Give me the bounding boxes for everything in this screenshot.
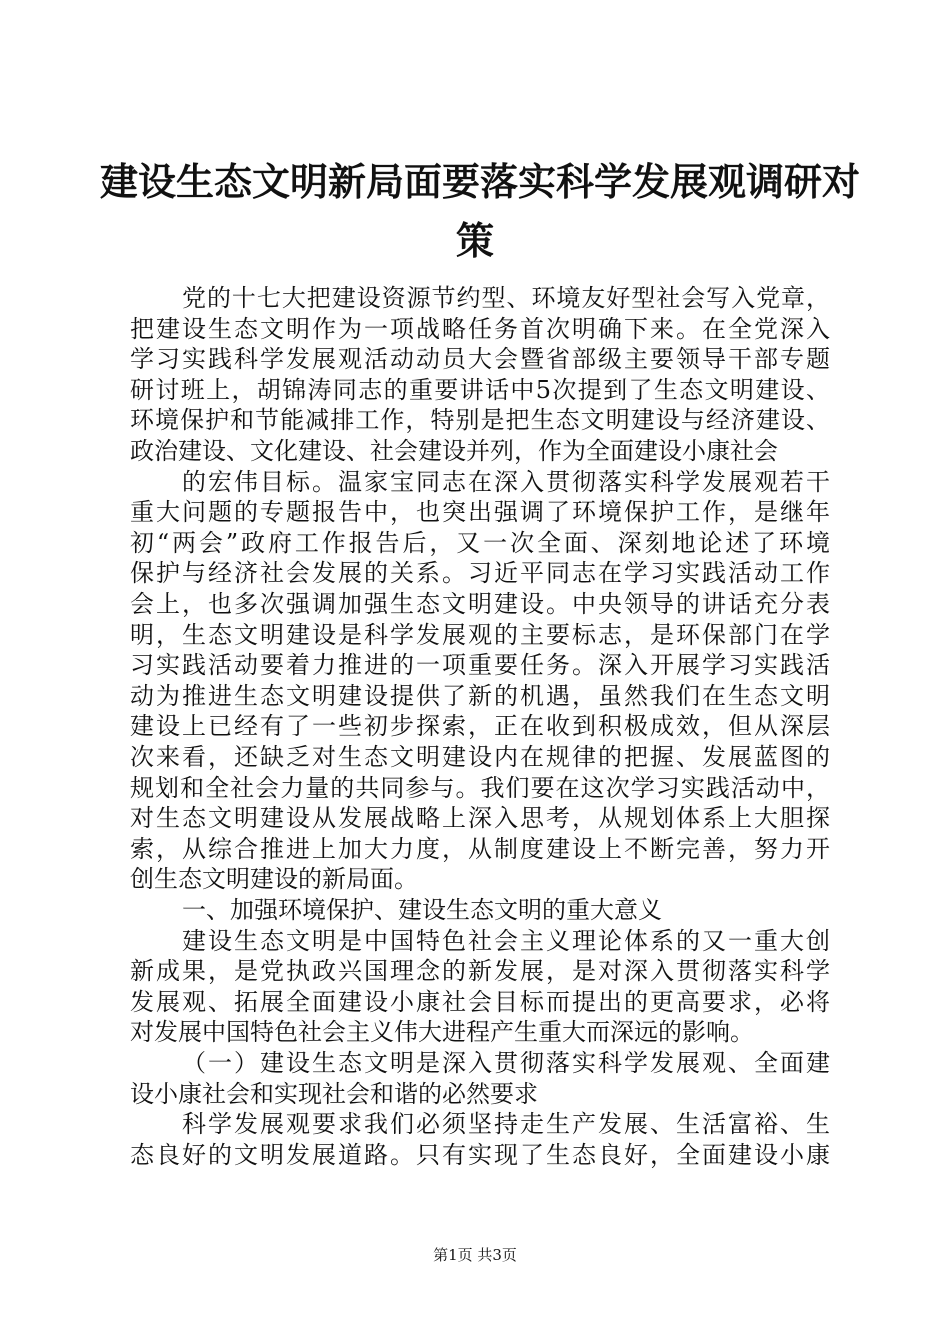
body-line: 研讨班上，胡锦涛同志的重要讲话中5次提到了生态文明建设、 [130, 375, 830, 404]
body-line: 建设生态文明是中国特色社会主义理论体系的又一重大创 [182, 926, 830, 955]
page-footer: 第1页 共3页 [433, 1246, 517, 1264]
body-line: 保护与经济社会发展的关系。习近平同志在学习实践活动工作 [130, 559, 830, 588]
body-line: 创生态文明建设的新局面。 [130, 865, 418, 894]
body-line: 学习实践科学发展观活动动员大会暨省部级主要领导干部专题 [130, 345, 830, 374]
body-line: 发展观、拓展全面建设小康社会目标而提出的更高要求，必将 [130, 987, 830, 1016]
body-line: 把建设生态文明作为一项战略任务首次明确下来。在全党深入 [130, 314, 830, 343]
body-line: 动为推进生态文明建设提供了新的机遇，虽然我们在生态文明 [130, 681, 830, 710]
body-line: （一）建设生态文明是深入贯彻落实科学发展观、全面建 [182, 1049, 830, 1077]
body-line: 重大问题的专题报告中，也突出强调了环境保护工作，是继年 [130, 498, 830, 527]
body-line: 对生态文明建设从发展战略上深入思考，从规划体系上大胆探 [130, 804, 830, 833]
document-title-line-1: 建设生态文明新局面要落实科学发展观调研对 [100, 160, 861, 204]
body-line: 初“两会”政府工作报告后，又一次全面、深刻地论述了环境 [130, 528, 830, 557]
body-line: 政治建设、文化建设、社会建设并列，作为全面建设小康社会 [130, 437, 778, 465]
body-line: 会上，也多次强调加强生态文明建设。中央领导的讲话充分表 [130, 590, 830, 618]
body-line: 建设上已经有了一些初步探索，正在收到积极成效，但从深层 [130, 712, 830, 741]
body-line: 的宏伟目标。温家宝同志在深入贯彻落实科学发展观若干 [182, 467, 830, 496]
body-line: 党的十七大把建设资源节约型、环境友好型社会写入党章， [182, 284, 830, 312]
body-line: 一、加强环境保护、建设生态文明的重大意义 [182, 896, 662, 924]
document-title-line-2: 策 [455, 219, 494, 263]
body-line: 科学发展观要求我们必须坚持走生产发展、生活富裕、生 [182, 1110, 830, 1139]
body-line: 设小康社会和实现社会和谐的必然要求 [130, 1079, 538, 1108]
body-line: 习实践活动要着力推进的一项重要任务。深入开展学习实践活 [130, 651, 830, 680]
body-line: 次来看，还缺乏对生态文明建设内在规律的把握、发展蓝图的 [130, 743, 830, 771]
body-line: 规划和全社会力量的共同参与。我们要在这次学习实践活动中， [130, 773, 830, 802]
body-line: 态良好的文明发展道路。只有实现了生态良好，全面建设小康 [130, 1140, 830, 1169]
body-line: 新成果，是党执政兴国理念的新发展，是对深入贯彻落实科学 [130, 957, 830, 986]
body-line: 对发展中国特色社会主义伟大进程产生重大而深远的影响。 [130, 1018, 754, 1047]
body-line: 索，从综合推进上加大力度，从制度建设上不断完善，努力开 [130, 834, 830, 863]
body-line: 环境保护和节能减排工作，特别是把生态文明建设与经济建设、 [130, 406, 830, 435]
body-line: 明，生态文明建设是科学发展观的主要标志，是环保部门在学 [130, 620, 830, 649]
